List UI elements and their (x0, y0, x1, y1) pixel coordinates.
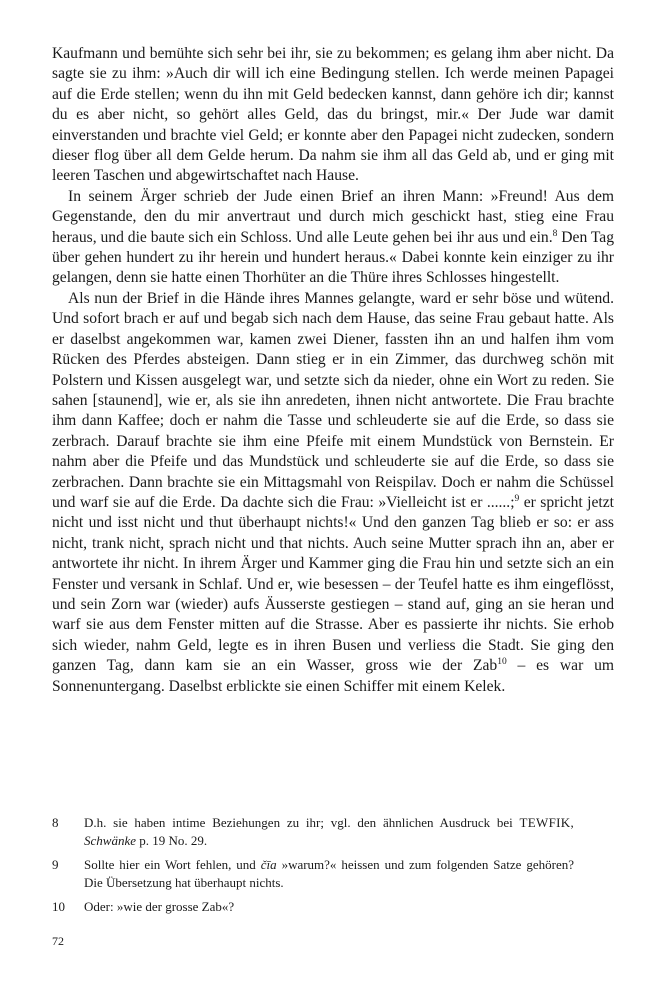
paragraph-2 (52, 187, 614, 289)
footnote-text (84, 814, 574, 850)
paragraph-3-text-b: er spricht jetzt nicht und isst nicht und thut überhaupt nichts!« Und den ganzen Tag blieb er so: er ass nicht, trank nicht, sprach nicht und that nichts. Auch seine Mutter sprach ihn an, aber er antwortete ihr nicht. In ihrem Ärger und Kammer ging die Frau hin und setzte sich an ein Fenster und versank in Schlaf. Und er, wie besessen – der Teufel hatte es ihm eingeflösst, und sein Zorn war (wieder) aufs Äusserste gestiegen – stand auf, ging an sie heran und warf sie aus dem Fenster mitten auf die Strasse. Aber es passierte ihr nichts. Sie erhob sich wieder, nahm Geld, legte es in ihren Busen und verliess die Stadt. Sie ging den ganzen Tag, dann kam sie an ein Wasser, gross wie der Zab (52, 493, 614, 675)
footnote-text-part: D.h. sie haben intime Beziehungen zu ihr; vgl. den ähnlichen Ausdruck bei (84, 815, 520, 830)
footnote-foreign-word: čīa (260, 857, 277, 872)
footnote-number: 8 (52, 815, 59, 830)
footnote-number: 10 (52, 899, 65, 914)
footnote-8 (52, 814, 574, 850)
footnote-author: TEWFIK, (519, 815, 574, 830)
footnote-text (84, 856, 574, 892)
paragraph-3-text-c: – es war um Sonnenuntergang. Daselbst erblickte sie einen Schiffer mit einem Kelek. (52, 657, 614, 695)
paragraph-1: Kaufmann und bemühte sich sehr bei ihr, sie zu bekommen; es gelang ihm aber nicht. Da sagte sie zu ihm: »Auch dir will ich eine Bedingung stellen. Ich werde meinen Papagei auf die Erde stellen; wenn du ihn mit Geld bedecken kannst, dann gehöre ich dir; kannst du es aber nicht, so gehört alles Geld, das du bringst, mir.« Der Jude war damit einverstanden und brachte viel Geld; er konnte aber den Papagei nicht zudecken, sondern dieser flog über all dem Gelde herum. Da nahm sie ihm all das Geld ab, und er ging mit leeren Taschen und abgewirtschaftet nach Hause. (52, 45, 614, 185)
footnote-text-part: Sollte hier ein Wort fehlen, und (84, 857, 261, 872)
body-text (52, 44, 614, 697)
footnote-text-part: p. 19 No. 29. (135, 833, 208, 848)
footnote-9 (52, 856, 574, 892)
footnote-text: Oder: »wie der grosse Zab«? (84, 899, 235, 914)
page-number: 72 (52, 934, 64, 948)
paragraph-2-text-a: In seinem Ärger schrieb der Jude einen Brief an ihren Mann: »Freund! Aus dem Gegenstande, den du mir anvertraut und durch mich geschickt hast, stieg eine Frau heraus, und die baute sich ein Schloss. Und alle Leute gehen bei ihr aus und ein. (52, 187, 614, 246)
footnote-ref-10[interactable]: 10 (497, 657, 507, 668)
footnote-ref-8[interactable]: 8 (552, 228, 558, 239)
page-body (52, 44, 614, 697)
footnote-text-part: »warum?« heissen und zum folgenden Satze gehören? Die Übersetzung hat überhaupt nichts. (84, 857, 574, 890)
footnote-ref-9[interactable]: 9 (514, 493, 520, 504)
paragraph-3-text-a: Als nun der Brief in die Hände ihres Mannes gelangte, ward er sehr böse und wütend. Und sofort brach er auf und begab sich nach dem Hause, das seine Frau gebaut hatte. Als er daselbst angekommen war, kamen zwei Diener, fassten ihn an und halfen ihm vom Rücken des Pferdes absteigen. Dann stieg er in ein Zimmer, das durchweg schön mit Polstern und Kissen ausgelegt war, und setzte sich da nieder, ohne ein Wort zu reden. Sie sahen [staunend], wie er, als sie ihn anredeten, ihnen nicht antwortete. Die Frau brachte ihm dann Kaffee; doch er nahm die Tasse und schleuderte sie auf die Erde, so dass sie zerbrach. Darauf brachte sie ihm eine Pfeife mit einem Mundstück von Bernstein. Er nahm aber die Pfeife und das Mundstück und schleuderte sie auf die Erde, so dass sie zerbrachen. Dann brachte sie ein Mittagsmahl von Reispilav. Doch er nahm die Schüssel und warf sie auf die Erde. Da dachte sich die Frau: »Vielleicht ist er ......; (52, 289, 614, 511)
footnotes (52, 814, 574, 922)
footnote-work-title: Schwänke (84, 833, 136, 848)
paragraph-2-text-b: Den Tag über gehen hundert zu ihr herein und hundert heraus.« Dabei konnte kein einziger zu ihr gelangen, denn sie hatte einen Thorhüter an die Thüre ihres Schlosses hingestellt. (52, 228, 615, 287)
paragraph-3 (52, 289, 614, 697)
footnote-number: 9 (52, 857, 59, 872)
footnote-10 (52, 898, 574, 916)
